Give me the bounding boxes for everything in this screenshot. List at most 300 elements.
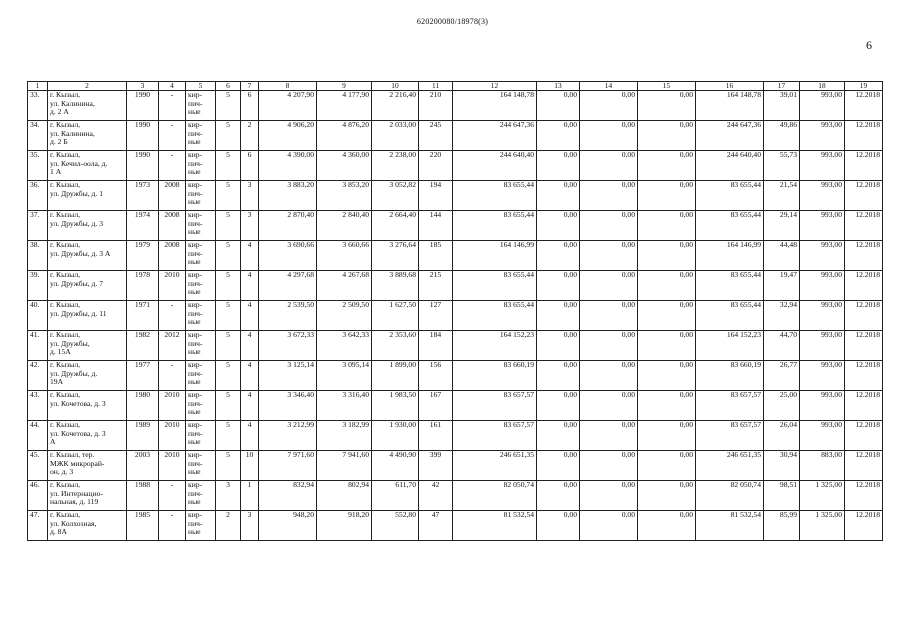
living-area-cell: 3 182,99 [317, 421, 372, 451]
total-area-cell: 3 690,66 [259, 241, 317, 271]
wall-material-line: ные [188, 437, 201, 447]
address-line: ул. Дружбы, [50, 338, 90, 348]
table-row [28, 331, 883, 361]
table-row [28, 361, 883, 391]
owner-funds-cell: 82 050,74 [696, 481, 764, 511]
document-id: 620200080/18978(3) [416, 17, 489, 26]
row-number-cell: 34. [28, 121, 48, 151]
address-line: А [50, 437, 56, 447]
federal-funds-cell: 0,00 [537, 211, 580, 241]
wall-material-line: кир- [188, 480, 203, 489]
federal-funds-cell: 0,00 [537, 241, 580, 271]
total-area-cell: 4 906,20 [259, 121, 317, 151]
total-cost-cell: 83 655,44 [453, 301, 537, 331]
apartments-area-cell: 1 627,50 [372, 301, 419, 331]
construction-year-cell: 1990 [127, 121, 159, 151]
row-number-cell: 45. [28, 451, 48, 481]
owner-funds-cell: 164 148,78 [696, 91, 764, 121]
owner-funds-cell: 83 657,57 [696, 391, 764, 421]
apartments-area-cell: 4 490,90 [372, 451, 419, 481]
wall-material-cell [186, 421, 216, 451]
federal-funds-cell: 0,00 [537, 91, 580, 121]
cost-per-sqm-cell: 98,51 [764, 481, 800, 511]
address-line: ул. Кечил-оола, д. [50, 158, 108, 168]
local-funds-cell: 0,00 [638, 91, 696, 121]
total-area-cell: 4 207,90 [259, 91, 317, 121]
wall-material-line: ные [188, 347, 201, 357]
wall-material-cell [186, 301, 216, 331]
address-line: ул. Кочетова, д. 3 [50, 428, 106, 438]
address-line: ул. Дружбы, д. [50, 368, 98, 378]
wall-material-line: кир- [188, 90, 203, 99]
apartments-area-cell: 3 889,68 [372, 271, 419, 301]
address-line: ул. Колхозная, [50, 518, 97, 528]
address-cell [48, 301, 127, 331]
repair-year-cell: 2010 [159, 451, 186, 481]
wall-material-line: пич- [188, 398, 203, 408]
deadline-cell: 12.2018 [845, 301, 883, 331]
address-line: г. Кызыл, [50, 120, 81, 129]
deadline-cell: 12.2018 [845, 151, 883, 181]
row-number-cell: 47. [28, 511, 48, 541]
repair-year-cell: 2008 [159, 181, 186, 211]
row-number-cell: 36. [28, 181, 48, 211]
floors-cell: 5 [216, 181, 241, 211]
owner-funds-cell: 81 532,54 [696, 511, 764, 541]
address-cell [48, 211, 127, 241]
living-area-cell: 7 941,60 [317, 451, 372, 481]
apartments-area-cell: 1 983,50 [372, 391, 419, 421]
apartments-area-cell: 2 033,00 [372, 121, 419, 151]
residents-cell: 127 [419, 301, 453, 331]
table-row [28, 301, 883, 331]
living-area-cell: 3 853,20 [317, 181, 372, 211]
apartments-area-cell: 1 899,00 [372, 361, 419, 391]
column-header-11: 11 [419, 82, 453, 91]
floors-cell: 5 [216, 361, 241, 391]
address-cell [48, 91, 127, 121]
total-cost-cell: 246 651,35 [453, 451, 537, 481]
owner-funds-cell: 83 655,44 [696, 211, 764, 241]
repair-year-cell: 2010 [159, 421, 186, 451]
total-area-cell: 3 883,20 [259, 181, 317, 211]
deadline-cell: 12.2018 [845, 511, 883, 541]
address-line: г. Кызыл, [50, 150, 81, 159]
total-area-cell: 3 125,14 [259, 361, 317, 391]
apartments-area-cell: 3 052,82 [372, 181, 419, 211]
residents-cell: 161 [419, 421, 453, 451]
column-header-1: 1 [28, 82, 48, 91]
address-line: д. 2 Б [50, 137, 68, 147]
address-line: г. Кызыл, [50, 480, 81, 489]
regional-funds-cell: 0,00 [580, 391, 638, 421]
total-area-cell: 4 297,68 [259, 271, 317, 301]
wall-material-line: ные [188, 497, 201, 507]
column-header-16: 16 [696, 82, 764, 91]
row-number-cell: 41. [28, 331, 48, 361]
entrances-cell: 6 [241, 91, 259, 121]
cost-per-sqm-cell: 30,94 [764, 451, 800, 481]
wall-material-line: пич- [188, 308, 203, 318]
local-funds-cell: 0,00 [638, 271, 696, 301]
address-line: ул. Калинина, [50, 128, 95, 138]
total-cost-cell: 82 050,74 [453, 481, 537, 511]
wall-material-line: кир- [188, 210, 203, 219]
deadline-cell: 12.2018 [845, 271, 883, 301]
address-cell [48, 151, 127, 181]
living-area-cell: 3 642,33 [317, 331, 372, 361]
cost-per-sqm-cell: 55,73 [764, 151, 800, 181]
address-line: ул. Дружбы, д. 11 [50, 308, 107, 318]
wall-material-line: кир- [188, 420, 203, 429]
living-area-cell: 3 095,14 [317, 361, 372, 391]
apartments-area-cell: 2 238,00 [372, 151, 419, 181]
repair-year-cell: - [159, 301, 186, 331]
owner-funds-cell: 83 660,19 [696, 361, 764, 391]
regional-funds-cell: 0,00 [580, 481, 638, 511]
wall-material-line: кир- [188, 510, 203, 519]
wall-material-line: ные [188, 287, 201, 297]
regional-funds-cell: 0,00 [580, 151, 638, 181]
deadline-cell: 12.2018 [845, 451, 883, 481]
column-header-15: 15 [638, 82, 696, 91]
address-cell [48, 361, 127, 391]
floors-cell: 5 [216, 271, 241, 301]
wall-material-line: ные [188, 377, 201, 387]
wall-material-line: пич- [188, 128, 203, 138]
entrances-cell: 4 [241, 331, 259, 361]
regional-funds-cell: 0,00 [580, 331, 638, 361]
max-cost-per-sqm-cell: 993,00 [800, 391, 845, 421]
floors-cell: 5 [216, 421, 241, 451]
address-cell [48, 451, 127, 481]
entrances-cell: 3 [241, 211, 259, 241]
local-funds-cell: 0,00 [638, 361, 696, 391]
construction-year-cell: 1974 [127, 211, 159, 241]
column-header-14: 14 [580, 82, 638, 91]
residents-cell: 210 [419, 91, 453, 121]
construction-year-cell: 1988 [127, 481, 159, 511]
address-line: нальная, д. 119 [50, 497, 99, 507]
entrances-cell: 3 [241, 181, 259, 211]
row-number-cell: 46. [28, 481, 48, 511]
address-cell [48, 511, 127, 541]
address-cell [48, 181, 127, 211]
floors-cell: 5 [216, 151, 241, 181]
apartments-area-cell: 552,80 [372, 511, 419, 541]
total-cost-cell: 81 532,54 [453, 511, 537, 541]
wall-material-cell [186, 361, 216, 391]
cost-per-sqm-cell: 26,04 [764, 421, 800, 451]
residents-cell: 185 [419, 241, 453, 271]
repair-year-cell: 2012 [159, 331, 186, 361]
row-number-cell: 42. [28, 361, 48, 391]
row-number-cell: 33. [28, 91, 48, 121]
wall-material-cell [186, 481, 216, 511]
cost-per-sqm-cell: 21,54 [764, 181, 800, 211]
floors-cell: 5 [216, 121, 241, 151]
federal-funds-cell: 0,00 [537, 421, 580, 451]
local-funds-cell: 0,00 [638, 331, 696, 361]
federal-funds-cell: 0,00 [537, 151, 580, 181]
wall-material-line: ные [188, 167, 201, 177]
wall-material-line: кир- [188, 270, 203, 279]
residents-cell: 42 [419, 481, 453, 511]
entrances-cell: 1 [241, 481, 259, 511]
wall-material-cell [186, 511, 216, 541]
regional-funds-cell: 0,00 [580, 241, 638, 271]
table-body [28, 91, 883, 541]
wall-material-cell [186, 241, 216, 271]
address-line: г. Кызыл, [50, 390, 81, 399]
wall-material-cell [186, 151, 216, 181]
floors-cell: 5 [216, 391, 241, 421]
deadline-cell: 12.2018 [845, 361, 883, 391]
wall-material-cell [186, 121, 216, 151]
page-number: 6 [866, 38, 872, 52]
wall-material-line: пич- [188, 428, 203, 438]
cost-per-sqm-cell: 49,86 [764, 121, 800, 151]
total-cost-cell: 164 152,23 [453, 331, 537, 361]
max-cost-per-sqm-cell: 1 325,00 [800, 481, 845, 511]
row-number-cell: 38. [28, 241, 48, 271]
total-cost-cell: 83 655,44 [453, 211, 537, 241]
max-cost-per-sqm-cell: 993,00 [800, 421, 845, 451]
federal-funds-cell: 0,00 [537, 481, 580, 511]
max-cost-per-sqm-cell: 993,00 [800, 181, 845, 211]
entrances-cell: 4 [241, 391, 259, 421]
address-line: ул. Дружбы, д. 3 [50, 218, 103, 228]
regional-funds-cell: 0,00 [580, 421, 638, 451]
wall-material-line: пич- [188, 458, 203, 468]
entrances-cell: 3 [241, 511, 259, 541]
wall-material-line: кир- [188, 450, 203, 459]
regional-funds-cell: 0,00 [580, 511, 638, 541]
construction-year-cell: 1985 [127, 511, 159, 541]
wall-material-line: ные [188, 527, 201, 537]
row-number-cell: 35. [28, 151, 48, 181]
row-number-cell: 44. [28, 421, 48, 451]
living-area-cell: 4 267,68 [317, 271, 372, 301]
deadline-cell: 12.2018 [845, 211, 883, 241]
address-line: он, д. 3 [50, 467, 74, 477]
address-line: г. Кызыл, [50, 300, 81, 309]
construction-year-cell: 1982 [127, 331, 159, 361]
deadline-cell: 12.2018 [845, 241, 883, 271]
address-line: МЖК микрорай- [50, 458, 105, 468]
wall-material-line: пич- [188, 158, 203, 168]
table-row [28, 391, 883, 421]
total-cost-cell: 164 148,78 [453, 91, 537, 121]
living-area-cell: 3 316,40 [317, 391, 372, 421]
column-header-17: 17 [764, 82, 800, 91]
construction-year-cell: 1977 [127, 361, 159, 391]
repair-year-cell: - [159, 151, 186, 181]
address-line: д. 8А [50, 527, 67, 537]
max-cost-per-sqm-cell: 993,00 [800, 361, 845, 391]
cost-per-sqm-cell: 29,14 [764, 211, 800, 241]
repair-year-cell: - [159, 361, 186, 391]
address-line: ул. Дружбы, д. 7 [50, 278, 103, 288]
wall-material-cell [186, 211, 216, 241]
entrances-cell: 4 [241, 271, 259, 301]
wall-material-cell [186, 271, 216, 301]
wall-material-line: кир- [188, 120, 203, 129]
wall-material-cell [186, 181, 216, 211]
floors-cell: 5 [216, 241, 241, 271]
max-cost-per-sqm-cell: 993,00 [800, 91, 845, 121]
total-cost-cell: 244 640,40 [453, 151, 537, 181]
repair-year-cell: - [159, 121, 186, 151]
wall-material-line: пич- [188, 98, 203, 108]
column-header-3: 3 [127, 82, 159, 91]
total-cost-cell: 83 657,57 [453, 421, 537, 451]
residents-cell: 144 [419, 211, 453, 241]
local-funds-cell: 0,00 [638, 511, 696, 541]
max-cost-per-sqm-cell: 993,00 [800, 121, 845, 151]
column-header-5: 5 [186, 82, 216, 91]
construction-year-cell: 1978 [127, 271, 159, 301]
address-line: г. Кызыл, [50, 330, 81, 339]
address-cell [48, 421, 127, 451]
living-area-cell: 918,20 [317, 511, 372, 541]
repair-year-cell: - [159, 91, 186, 121]
max-cost-per-sqm-cell: 993,00 [800, 211, 845, 241]
apartments-area-cell: 611,70 [372, 481, 419, 511]
residents-cell: 194 [419, 181, 453, 211]
residents-cell: 399 [419, 451, 453, 481]
repair-year-cell: 2010 [159, 271, 186, 301]
federal-funds-cell: 0,00 [537, 301, 580, 331]
repair-year-cell: 2010 [159, 391, 186, 421]
owner-funds-cell: 164 152,23 [696, 331, 764, 361]
total-cost-cell: 83 655,44 [453, 181, 537, 211]
local-funds-cell: 0,00 [638, 481, 696, 511]
construction-year-cell: 1979 [127, 241, 159, 271]
entrances-cell: 4 [241, 241, 259, 271]
apartments-area-cell: 2 664,40 [372, 211, 419, 241]
address-line: 19А [50, 377, 64, 387]
apartments-area-cell: 3 276,64 [372, 241, 419, 271]
residents-cell: 215 [419, 271, 453, 301]
cost-per-sqm-cell: 44,48 [764, 241, 800, 271]
address-line: ул. Калинина, [50, 98, 95, 108]
construction-year-cell: 2003 [127, 451, 159, 481]
federal-funds-cell: 0,00 [537, 271, 580, 301]
cost-per-sqm-cell: 19,47 [764, 271, 800, 301]
repair-year-cell: - [159, 481, 186, 511]
federal-funds-cell: 0,00 [537, 121, 580, 151]
total-cost-cell: 244 647,36 [453, 121, 537, 151]
federal-funds-cell: 0,00 [537, 181, 580, 211]
construction-year-cell: 1971 [127, 301, 159, 331]
owner-funds-cell: 246 651,35 [696, 451, 764, 481]
total-area-cell: 3 672,33 [259, 331, 317, 361]
total-area-cell: 3 212,99 [259, 421, 317, 451]
wall-material-line: пич- [188, 278, 203, 288]
max-cost-per-sqm-cell: 993,00 [800, 271, 845, 301]
cost-per-sqm-cell: 85,99 [764, 511, 800, 541]
living-area-cell: 4 177,90 [317, 91, 372, 121]
address-cell [48, 481, 127, 511]
residents-cell: 167 [419, 391, 453, 421]
total-cost-cell: 164 146,99 [453, 241, 537, 271]
address-cell [48, 241, 127, 271]
address-cell [48, 331, 127, 361]
cost-per-sqm-cell: 39,01 [764, 91, 800, 121]
table-row [28, 151, 883, 181]
regional-funds-cell: 0,00 [580, 181, 638, 211]
table-row [28, 421, 883, 451]
total-area-cell: 2 539,50 [259, 301, 317, 331]
construction-year-cell: 1990 [127, 151, 159, 181]
local-funds-cell: 0,00 [638, 301, 696, 331]
deadline-cell: 12.2018 [845, 181, 883, 211]
apartments-area-cell: 2 216,40 [372, 91, 419, 121]
living-area-cell: 802,94 [317, 481, 372, 511]
apartments-area-cell: 2 353,60 [372, 331, 419, 361]
row-number-cell: 37. [28, 211, 48, 241]
local-funds-cell: 0,00 [638, 421, 696, 451]
regional-funds-cell: 0,00 [580, 361, 638, 391]
wall-material-line: ные [188, 467, 201, 477]
table-row [28, 511, 883, 541]
residents-cell: 220 [419, 151, 453, 181]
address-line: д. 2 А [50, 107, 69, 117]
max-cost-per-sqm-cell: 993,00 [800, 241, 845, 271]
address-line: г. Кызыл, [50, 360, 81, 369]
address-line: г. Кызыл, тер. [50, 450, 95, 459]
cost-per-sqm-cell: 26,77 [764, 361, 800, 391]
local-funds-cell: 0,00 [638, 211, 696, 241]
address-line: ул. Дружбы, д. 1 [50, 188, 103, 198]
total-area-cell: 832,94 [259, 481, 317, 511]
wall-material-line: ные [188, 227, 201, 237]
wall-material-line: ные [188, 107, 201, 117]
entrances-cell: 4 [241, 301, 259, 331]
total-area-cell: 3 346,40 [259, 391, 317, 421]
table-row [28, 181, 883, 211]
wall-material-line: ные [188, 317, 201, 327]
wall-material-line: кир- [188, 150, 203, 159]
table-row [28, 481, 883, 511]
column-header-13: 13 [537, 82, 580, 91]
total-area-cell: 7 971,60 [259, 451, 317, 481]
regional-funds-cell: 0,00 [580, 301, 638, 331]
row-number-cell: 43. [28, 391, 48, 421]
total-cost-cell: 83 657,57 [453, 391, 537, 421]
wall-material-line: кир- [188, 330, 203, 339]
deadline-cell: 12.2018 [845, 91, 883, 121]
table-row [28, 211, 883, 241]
housing-register-table [27, 81, 883, 541]
wall-material-line: ные [188, 197, 201, 207]
table-row [28, 271, 883, 301]
column-header-9: 9 [317, 82, 372, 91]
wall-material-line: ные [188, 407, 201, 417]
entrances-cell: 4 [241, 361, 259, 391]
address-line: 1 А [50, 167, 62, 177]
repair-year-cell: - [159, 511, 186, 541]
construction-year-cell: 1973 [127, 181, 159, 211]
owner-funds-cell: 164 146,99 [696, 241, 764, 271]
owner-funds-cell: 244 647,36 [696, 121, 764, 151]
wall-material-line: пич- [188, 518, 203, 528]
wall-material-cell [186, 91, 216, 121]
deadline-cell: 12.2018 [845, 481, 883, 511]
wall-material-line: пич- [188, 188, 203, 198]
wall-material-line: пич- [188, 338, 203, 348]
